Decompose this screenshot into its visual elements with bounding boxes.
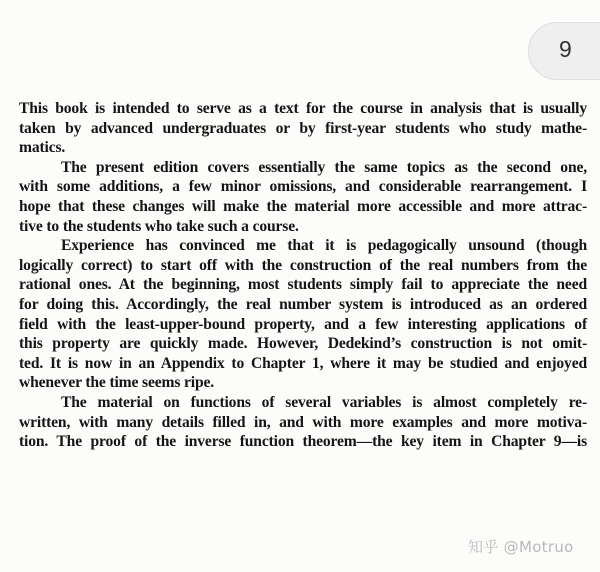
- paragraph-1: [19, 99, 587, 158]
- text-line: Experience has convinced me that it is pedagogically unsound (though: [61, 237, 587, 255]
- text-line: tive to the students who take such a course.: [19, 217, 299, 235]
- text-line: with some additions, a few minor omissions, and considerable rearrangement. I: [19, 178, 587, 196]
- text-line: matics.: [19, 139, 66, 157]
- text-line: taken by advanced undergraduates or by first-year students who study mathe-: [19, 119, 587, 137]
- text-line: tion. The proof of the inverse function theorem—the key item in Chapter 9—is: [19, 433, 587, 451]
- watermark: 知乎 @Motruo: [468, 538, 574, 556]
- page-number: 9: [559, 36, 572, 62]
- page-number-badge: [528, 22, 600, 80]
- text-line: The material on functions of several variables is almost completely re-: [61, 393, 587, 411]
- document-body: [19, 99, 587, 452]
- text-line: logically correct) to start off with the construction of the real numbers from the: [19, 256, 587, 274]
- text-line: hope that these changes will make the material more accessible and more attrac-: [19, 197, 587, 215]
- text-line: field with the least-upper-bound property, and a few interesting applications of: [19, 315, 587, 333]
- text-line: for doing this. Accordingly, the real number system is introduced as an ordered: [19, 295, 587, 313]
- paragraph-3: [19, 236, 587, 393]
- text-line: The present edition covers essentially the same topics as the second one,: [61, 158, 587, 176]
- text-line: This book is intended to serve as a text for the course in analysis that is usually: [19, 100, 587, 117]
- paragraph-4: [19, 393, 587, 452]
- paragraph-2: [19, 158, 587, 236]
- text-line: written, with many details filled in, and with more examples and more motiva-: [19, 413, 587, 431]
- text-line: this property are quickly made. However, Dedekind’s construction is not omit-: [19, 335, 587, 353]
- text-line: ted. It is now in an Appendix to Chapter 1, where it may be studied and enjoyed: [19, 354, 587, 372]
- text-line: whenever the time seems ripe.: [19, 374, 214, 392]
- text-line: rational ones. At the beginning, most students simply fail to appreciate the need: [19, 276, 587, 294]
